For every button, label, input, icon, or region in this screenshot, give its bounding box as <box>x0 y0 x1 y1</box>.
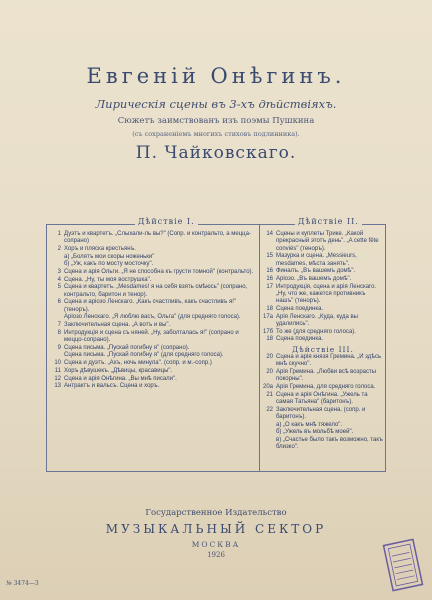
entry-title: Сцена и арія Онѣгина. „Ужель та самая Татьяна" (баритонъ). <box>276 391 368 405</box>
entry-title: Аріозо. „Въ вашемъ домѣ". <box>276 275 352 282</box>
entry-title: Сцены и куплеты Трике. „Какой прекрасный этотъ день". „A cette fête conviés" (теноръ). <box>276 231 379 252</box>
entry-number: 13 <box>54 383 61 390</box>
entry-title: Интродукція и сцена съ няней. „Ну, заболталась я!" (сопрано и меццо-сопрано). <box>64 329 239 344</box>
entry-number: 17б <box>263 328 274 335</box>
entry-number: 5 <box>57 284 61 291</box>
entry-number <box>263 437 273 452</box>
entry-title: Сцена и арія Ольги. „Я не способна къ грусти томной" (контральто). <box>64 269 254 276</box>
entry-number: 14 <box>266 231 273 237</box>
catalog-number: № 3474—3 <box>6 580 39 587</box>
left-contents-list <box>51 231 256 391</box>
entry-number: 17 <box>266 283 273 290</box>
preservation-note: (съ сохраненіемъ многихъ стиховъ подлинника). <box>132 130 300 138</box>
source-note: Сюжетъ заимствованъ изъ поэмы Пушкина <box>117 116 315 126</box>
entry-number: 12 <box>54 375 61 382</box>
contents-entry <box>263 336 383 343</box>
contents-table <box>46 217 386 472</box>
entry-number: 16 <box>266 275 273 282</box>
entry-title: Аріозо Ленскаго. „Я люблю васъ, Ольга" (для средняго голоса). <box>64 314 241 321</box>
contents-entry <box>263 268 383 275</box>
entry-number: 3 <box>57 269 61 276</box>
entry-title: Сцена и арія Онѣгина. „Вы мнѣ писали". <box>64 375 177 382</box>
entry-title: а) „Болятъ мои скоры ноженьки" <box>64 253 155 260</box>
contents-entry <box>263 306 383 313</box>
entry-title: Сцена и аріозо Ленскаго. „Какъ счастливъ, какъ счастливъ я!" (теноръ). <box>64 299 237 313</box>
entry-title: Сцена. „Ну, ты моя вострушка". <box>64 276 152 283</box>
publication-year: 1926 <box>207 551 225 559</box>
contents-entry <box>263 329 383 336</box>
entry-number: 15 <box>266 253 273 260</box>
contents-entry <box>51 277 256 284</box>
contents-entry <box>51 330 256 345</box>
entry-number: 18 <box>266 336 273 343</box>
contents-entry <box>263 354 383 369</box>
contents-entry <box>263 437 383 452</box>
entry-title: Антрактъ и вальсъ. Сцена и хоръ. <box>64 383 160 390</box>
entry-number: 22 <box>266 406 273 413</box>
contents-entry <box>51 231 256 246</box>
entry-title: Арія Ленскаго. „Куда, куда вы удалились". <box>276 313 358 327</box>
opera-title: Евгеній Онѣгинъ. <box>86 64 346 88</box>
entry-title: Арія Гремина, для средняго голоса. <box>276 383 376 390</box>
contents-entry <box>263 407 383 422</box>
contents-entry <box>51 284 256 299</box>
entry-number: 9 <box>57 344 61 351</box>
entry-title: Сцена и квартетъ. „Mesdames! я на себя взять смѣюсь" (сопрано, контральто, баритон и тенор). <box>64 284 248 298</box>
opera-subtitle: Лирическія сцены въ 3-хъ дѣйствіяхъ. <box>95 97 337 111</box>
entry-title: Заключительная сцена. „А вотъ и вы". <box>64 322 171 329</box>
contents-entry <box>263 422 383 429</box>
contents-entry <box>263 276 383 283</box>
entry-number <box>51 352 61 359</box>
contents-entry <box>51 246 256 253</box>
contents-entry <box>263 314 383 329</box>
entry-title: Финалъ. „Въ вашемъ домѣ". <box>276 268 356 275</box>
entry-number <box>263 422 273 429</box>
entry-title: Сцена и арія князя Гремина. „И здѣсь мнѣ скучно". <box>276 353 382 368</box>
entry-number: 20 <box>266 368 273 375</box>
contents-entry <box>51 261 256 268</box>
entry-title: Хоръ и пляска крестьянъ. <box>64 245 136 252</box>
entry-number: 17а <box>263 313 274 320</box>
contents-entry <box>51 383 256 390</box>
entry-number: 7 <box>57 322 61 329</box>
entry-title: Мазурка и сцена. „Messieurs, mesdames, мѣста занять". <box>276 253 357 267</box>
entry-title: б) „Ужель въ мольбѣ моей". <box>276 429 354 436</box>
contents-entry <box>51 345 256 352</box>
entry-number: 1 <box>57 231 61 237</box>
contents-entry <box>51 314 256 321</box>
contents-entry <box>51 360 256 367</box>
contents-entry <box>51 299 256 314</box>
music-sector: МУЗЫКАЛЬНЫЙ СЕКТОР <box>105 522 327 536</box>
entry-title: То же (для средняго голоса). <box>276 328 356 335</box>
contents-entry <box>263 231 383 253</box>
column-divider <box>259 225 260 471</box>
entry-number: 18 <box>266 305 273 312</box>
contents-entry <box>263 253 383 268</box>
contents-entry <box>51 254 256 261</box>
contents-entry <box>51 322 256 329</box>
entry-number <box>51 314 61 321</box>
entry-title: Хоръ дѣвушекъ. „Дѣвицы, красавицы". <box>64 367 173 374</box>
entry-title: Интродукція, сцена и арія Ленскаго. „Ну, что же, кажется противникъ нашъ" (теноръ). <box>276 283 377 305</box>
entry-number: 2 <box>57 245 61 252</box>
contents-entry <box>51 368 256 375</box>
entry-title: б) „Уж, какъ по мосту мосточку". <box>64 261 154 268</box>
entry-number <box>263 429 273 436</box>
entry-number: 11 <box>54 367 61 374</box>
entry-title: в) „Счастье было такъ возможно, такъ близко". <box>276 436 383 451</box>
entry-number: 10 <box>54 360 61 367</box>
contents-entry <box>263 384 383 391</box>
act-2-title: Дѣйствіе II. <box>295 217 362 226</box>
entry-title: Арія Гремина. „Любви всѣ возрасты покорны". <box>276 368 377 383</box>
entry-title: Сцена письма. „Пускай погибну я" (для средняго голоса). <box>64 352 224 359</box>
contents-entry <box>51 269 256 276</box>
entry-title: Сцена поединка. <box>276 336 324 343</box>
contents-entry <box>263 369 383 384</box>
entry-title: Сцена письма. „Пускай погибну я" (сопрано). <box>64 344 190 351</box>
entry-title: Сцена поединка. <box>276 305 324 312</box>
composer-name: П. Чайковскаго. <box>135 143 297 163</box>
entry-number: 16 <box>266 268 273 275</box>
right-contents-list <box>263 231 383 452</box>
contents-entry <box>51 376 256 383</box>
entry-title: Сцена и дуэтъ. „Ахъ, ночь минула". (сопр. и м.-сопр.) <box>64 360 212 367</box>
entry-title: а) „О какъ мнѣ тяжело". <box>276 421 343 428</box>
entry-number <box>51 254 61 261</box>
entry-number: 6 <box>57 299 61 306</box>
entry-number: 4 <box>57 276 61 283</box>
contents-entry <box>263 284 383 306</box>
entry-number: 21 <box>266 391 273 398</box>
contents-entry <box>51 352 256 359</box>
city-name: МОСКВА <box>191 540 241 549</box>
contents-entry <box>263 392 383 407</box>
entry-title: Заключительная сцена. (сопр. и баритонъ). <box>276 406 366 420</box>
entry-number: 20а <box>263 383 274 390</box>
entry-number: 20 <box>266 353 273 360</box>
publisher-name: Государственное Издательство <box>145 508 287 518</box>
entry-number <box>51 261 61 268</box>
act-3-title: Дѣйствіе III. <box>292 344 354 354</box>
entry-title: Дуэтъ и квартетъ. „Слыхали-ль вы?" (Сопр. и контральто, а мецца-сопрано) <box>64 231 251 245</box>
entry-number: 8 <box>57 329 61 336</box>
act-1-title: Дѣйствіе I. <box>135 217 198 226</box>
contents-entry <box>263 429 383 436</box>
